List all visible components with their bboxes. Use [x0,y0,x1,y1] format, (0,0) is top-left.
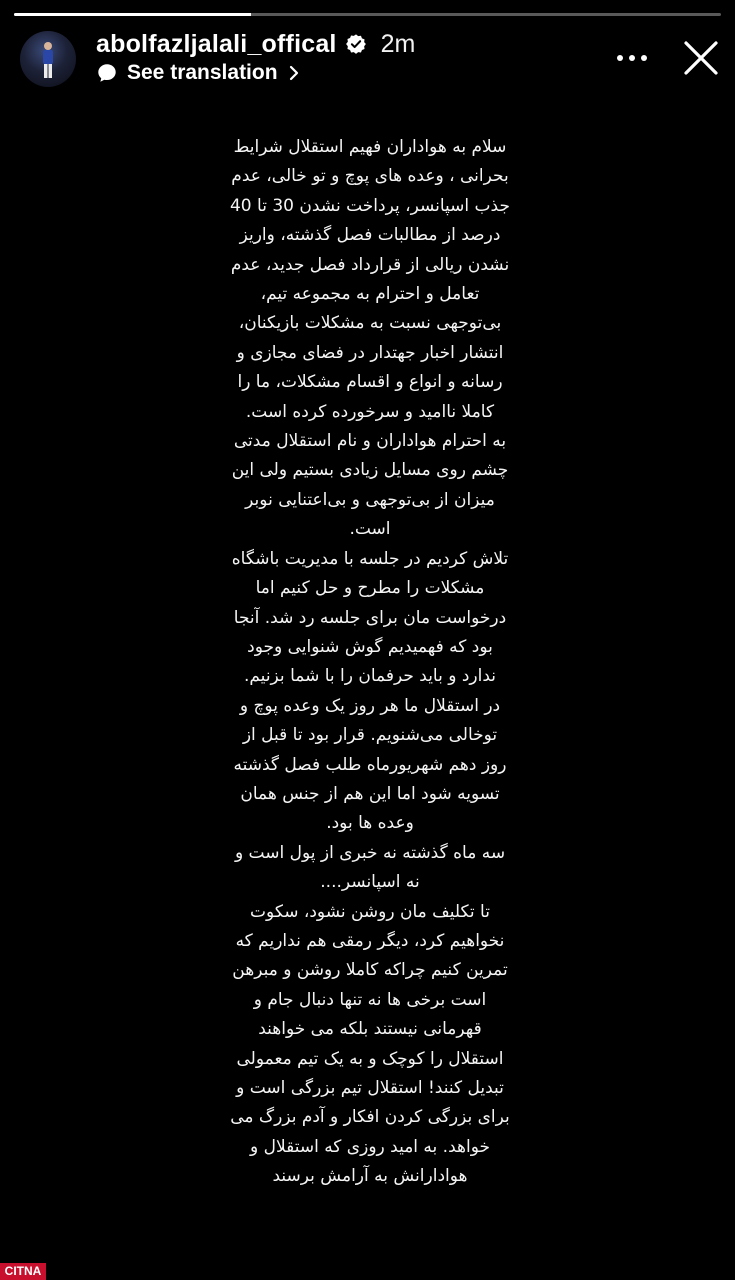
post-paragraph: در استقلال ما هر روز یک وعده پوچ و توخالی می‌شنویم. قرار بود تا قبل از روز دهم شهریورماه طلب فصل گذشته تسویه شود اما این هم از جنس همان وعده ها بود. [233,695,507,834]
post-time: 2m [380,29,416,58]
username[interactable]: abolfazljalali_offical [96,29,337,58]
close-icon[interactable] [680,37,722,79]
see-translation-label: See translation [127,61,278,84]
post-paragraph: سه ماه گذشته نه خبری از پول است و نه اسپانسر.... [234,842,506,893]
more-options-icon[interactable] [608,46,656,70]
avatar-player-figure [39,41,57,81]
citna-watermark: CITNA [0,1263,46,1280]
avatar[interactable] [20,31,76,87]
story-header [96,26,415,62]
post-paragraph: به احترام هواداران و نام استقلال مدتی چشم روی مسایل زیادی بستیم ولی این میزان از بی‌توجهی و بی‌اعتنایی نوبر است. [231,431,509,540]
see-translation-link[interactable] [96,60,300,86]
story-progress-fill [14,13,251,16]
chevron-right-icon [288,65,300,81]
verified-badge-icon [345,33,367,55]
post-paragraph: تا تکلیف مان روشن نشود، سکوت نخواهیم کرد، دیگر رمقی هم نداریم که تمرین کنیم چراکه کاملا روشن و مبرهن است برخی ها نه تنها دنبال جام و قهرمانی نیستند بلکه می خواهند استقلال را کوچک و به یک تیم معمولی تبدیل کنند! استقلال تیم بزرگی است و برای بزرگی کردن افکار و آدم بزرگ می خواهد. به امید روزی که استقلال و هوادارانش به آرامش برسند [230,901,510,1187]
speech-bubble-icon [96,62,118,84]
post-paragraph: سلام به هواداران فهیم استقلال شرایط بحرانی ، وعده های پوچ و تو خالی، عدم جذب اسپانسر، پرداخت نشدن 30 تا 40 درصد از مطالبات فصل گذشته، واریز نشدن ریالی از قرارداد فصل جدید، عدم تعامل و احترام به مجموعه تیم، بی‌توجهی نسبت به مشکلات بازیکنان، انتشار اخبار جهتدار در فضای مجازی و رسانه و انواع و اقسام مشکلات، ما را کاملا ناامید و سرخورده کرده است. [229,137,510,422]
story-progress-bar [14,13,721,16]
story-post-text [229,133,511,1192]
post-paragraph: تلاش کردیم در جلسه با مدیریت باشگاه مشکلات را مطرح و حل کنیم اما درخواست مان برای جلسه رد شد. آنجا بود که فهمیدیم گوش شنوایی وجود ندارد و باید حرفمان را با شما بزنیم. [231,548,509,687]
